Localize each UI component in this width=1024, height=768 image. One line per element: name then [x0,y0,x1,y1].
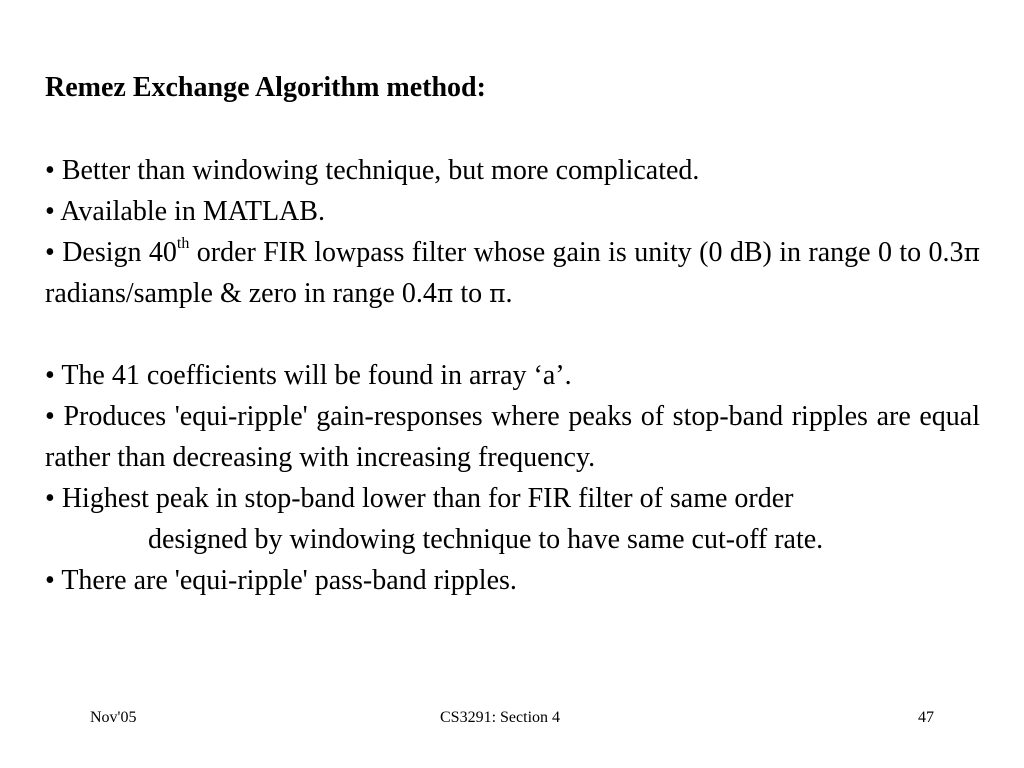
pi-symbol: π [963,238,980,267]
footer-page-number: 47 [918,709,934,726]
bullet-text: Highest peak in stop-band lower than for FIR filter of same order [61,483,794,514]
bullet-text-middle: order FIR lowpass filter whose gain is unity (0 dB) in range 0 to 0.3 [189,237,964,268]
slide-title: Remez Exchange Algorithm method: [45,72,486,103]
bullet-text-middle-3: to [453,278,490,309]
pi-symbol: π [489,279,506,308]
bullet-item [45,191,980,232]
slide-content [45,150,980,601]
bullet-item [45,560,980,601]
pi-symbol: π [436,279,454,308]
paragraph-gap [45,314,980,355]
footer-course: CS3291: Section 4 [440,709,561,726]
bullet-item [45,478,980,560]
bullet-text-middle-2: radians/sample & zero in range 0.4 [45,278,437,309]
bullet-text-start: Design 40 [62,237,177,268]
bullet-marker: • [45,483,55,514]
bullet-marker: • [45,196,55,227]
bullet-item [45,150,980,191]
bullet-text: Produces 'equi-ripple' gain-responses where peaks of stop-band ripples are equal rather than decreasing with increasing frequency. [45,401,981,473]
bullet-text: Available in MATLAB. [60,196,325,227]
bullet-marker: • [45,155,55,186]
bullet-marker: • [45,565,55,596]
bullet-continuation: designed by windowing technique to have same cut-off rate. [148,524,824,555]
bullet-text: There are 'equi-ripple' pass-band ripples. [61,565,517,596]
bullet-marker: • [45,360,55,391]
bullet-text-end: . [505,278,513,309]
ordinal-superscript: th [176,234,190,252]
bullet-text: Better than windowing technique, but more complicated. [61,155,700,186]
bullet-marker: • [45,401,55,432]
bullet-item [45,355,980,396]
bullet-marker: • [45,237,55,268]
footer-date: Nov'05 [90,709,137,726]
bullet-item [45,396,980,478]
bullet-item [45,232,980,314]
bullet-text: The 41 coefficients will be found in array ‘a’. [61,360,572,391]
